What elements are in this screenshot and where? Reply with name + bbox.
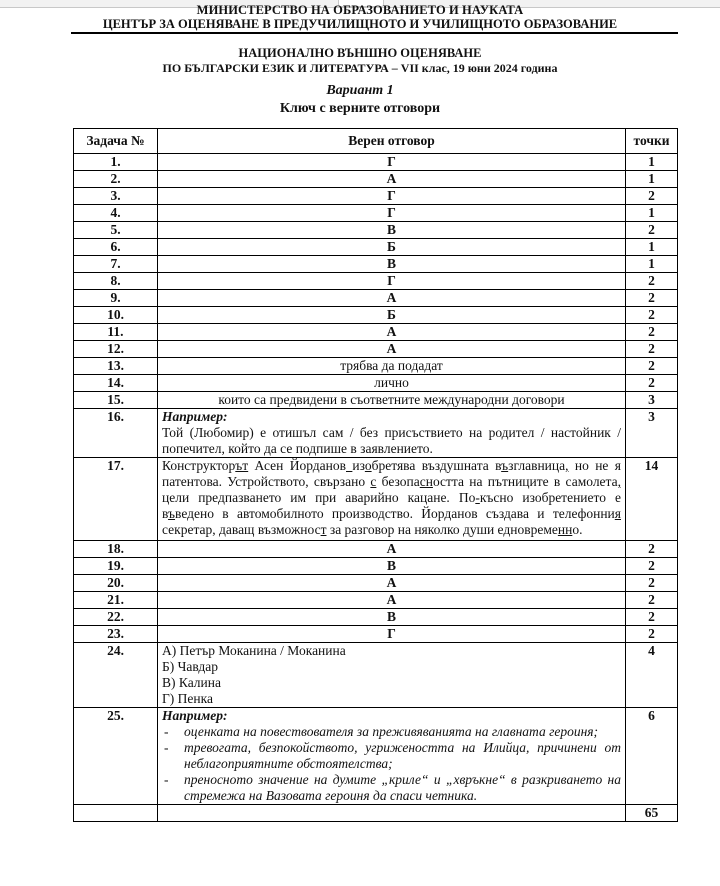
text-segment: ведено в автомобилното производство. Йорданов създава и телефонни [175,506,615,521]
answer-cell: А [158,575,626,592]
underlined-correction: сн [419,474,433,489]
answer-key-title: Ключ с верните отговори [279,101,441,116]
answer-cell [158,643,626,708]
answer-cell [158,458,626,541]
points-cell: 2 [626,341,678,358]
table-row [74,171,678,188]
example-label: Например: [162,708,228,723]
table-row [74,558,678,575]
total-empty-cell [158,805,626,822]
table-row [74,592,678,609]
variant-label: Вариант 1 [326,83,394,98]
text-segment: за разговор на няколко души едновреме [326,522,558,537]
text-segment: безопа [376,474,420,489]
text-segment: остта на пътниците в самолета [432,474,618,489]
answer-cell: Г [158,154,626,171]
answer-cell: трябва да подадат [158,358,626,375]
table-row [74,154,678,171]
text-segment: късно изобретението е в [162,490,621,521]
table-row [74,256,678,273]
points-cell: 1 [626,239,678,256]
points-cell: 2 [626,273,678,290]
task-number: 18. [74,541,158,558]
table-row [74,324,678,341]
answer-cell: А [158,290,626,307]
answer-list [162,724,621,804]
text-segment: зглавница [508,458,566,473]
points-cell: 3 [626,392,678,409]
points-cell: 2 [626,626,678,643]
answer-cell: които са предвидени в съответните международни договори [158,392,626,409]
points-cell: 2 [626,541,678,558]
answer-item: В) Калина [162,675,221,690]
table-row [74,239,678,256]
table-row [74,541,678,558]
table-row [74,575,678,592]
answer-cell: А [158,171,626,188]
table-row [74,273,678,290]
underlined-correction: с [370,474,377,489]
underlined-correction: ът [235,458,249,473]
task-number: 21. [74,592,158,609]
answer-cell: В [158,256,626,273]
underlined-correction: , [617,474,621,489]
answer-cell: Г [158,626,626,643]
answer-cell: А [158,341,626,358]
points-cell: 14 [626,458,678,541]
task-number: 23. [74,626,158,643]
task-number: 16. [74,409,158,458]
answer-cell: А [158,324,626,341]
answer-cell: А [158,541,626,558]
answer-cell [158,409,626,458]
task-number: 24. [74,643,158,708]
task-number: 12. [74,341,158,358]
column-header-task: Задача № [74,129,158,154]
underlined-correction: т [320,522,327,537]
answer-cell: В [158,558,626,575]
total-points: 65 [626,805,678,822]
text-segment: Асен Йорданов [248,458,346,473]
task-number: 8. [74,273,158,290]
task-number: 7. [74,256,158,273]
points-cell: 1 [626,154,678,171]
table-row [74,708,678,805]
task-number: 20. [74,575,158,592]
answer-cell: Б [158,307,626,324]
answer-cell: Г [158,273,626,290]
text-segment: цели пре [162,490,218,505]
points-cell: 2 [626,609,678,626]
points-cell: 1 [626,256,678,273]
task-number: 6. [74,239,158,256]
answer-cell: Б [158,239,626,256]
task-number: 2. [74,171,158,188]
answer-cell: Г [158,205,626,222]
underlined-correction: - [475,490,480,505]
underlined-correction: нн [557,522,573,537]
corrected-text [162,458,621,537]
answer-cell: А [158,592,626,609]
answer-key-table [73,128,678,822]
table-row [74,609,678,626]
answer-cell: В [158,609,626,626]
task-number: 4. [74,205,158,222]
points-cell: 2 [626,324,678,341]
underlined-correction: , [565,458,569,473]
underlined-correction: ъ [168,506,176,521]
task-number: 1. [74,154,158,171]
task-number: 10. [74,307,158,324]
points-cell: 1 [626,205,678,222]
table-row [74,290,678,307]
points-cell: 2 [626,375,678,392]
task-number: 15. [74,392,158,409]
task-number: 17. [74,458,158,541]
points-cell: 1 [626,171,678,188]
answer-bullet: - преносното значение на думите „криле“ и „хвръкне“ в разкриването на стремежа на Вазовата героиня да спаси четника. [162,772,621,804]
table-row [74,222,678,239]
table-row [74,188,678,205]
table-row [74,358,678,375]
answer-text: Той (Любомир) е отишъл сам / без присъствието на родител / настойник / попечител, който да се подпише в заявлението. [162,425,621,456]
exam-subtitle: ПО БЪЛГАРСКИ ЕЗИК И ЛИТЕРАТУРА – VII клас, 19 юни 2024 година [162,61,558,75]
task-number: 9. [74,290,158,307]
answer-cell [158,708,626,805]
points-cell: 3 [626,409,678,458]
table-row [74,458,678,541]
points-cell: 2 [626,358,678,375]
table-row [74,409,678,458]
task-number: 11. [74,324,158,341]
table-row [74,626,678,643]
underlined-correction: ъ [501,458,509,473]
column-header-points: точки [626,129,678,154]
task-number: 19. [74,558,158,575]
points-cell: 2 [626,575,678,592]
answer-cell: В [158,222,626,239]
table-row [74,341,678,358]
table-row [74,392,678,409]
task-number: 22. [74,609,158,626]
answer-item: Г) Пенка [162,691,213,706]
underlined-correction: я [614,506,621,521]
total-row [74,805,678,822]
text-segment: бретява въздушната в [371,458,502,473]
points-cell: 2 [626,592,678,609]
table-row [74,643,678,708]
answer-bullet: - тревогата, безпокойството, угрижеността на Илийца, причинени от неблагоприятните обстоятелства; [162,740,621,772]
answer-item: А) Петър Моканина / Моканина [162,643,346,658]
column-header-answer: Верен отговор [158,129,626,154]
center-header: ЦЕНТЪР ЗА ОЦЕНЯВАНЕ В ПРЕДУЧИЛИЩНОТО И УЧИЛИЩНОТО ОБРАЗОВАНИЕ [102,17,618,31]
text-segment: из [352,458,365,473]
answer-cell: Г [158,188,626,205]
table-row [74,375,678,392]
underlined-correction: о [364,458,372,473]
text-segment: пазването им при аварийно кацане. По [224,490,476,505]
points-cell: 4 [626,643,678,708]
points-cell: 6 [626,708,678,805]
exam-title: НАЦИОНАЛНО ВЪНШНО ОЦЕНЯВАНЕ [238,46,482,60]
task-number: 3. [74,188,158,205]
text-segment: о. [572,522,583,537]
answer-item: Б) Чавдар [162,659,219,674]
table-header-row [74,129,678,154]
total-empty-cell [74,805,158,822]
text-segment: Конструктор [162,458,236,473]
task-number: 13. [74,358,158,375]
text-segment: но не я патентова. Устройството, свързано [162,458,621,489]
task-number: 5. [74,222,158,239]
table-row [74,307,678,324]
underlined-correction: д [217,490,225,505]
text-segment: секретар, даващ възможнос [162,522,321,537]
example-label: Например: [162,409,228,424]
answer-cell: лично [158,375,626,392]
points-cell: 2 [626,188,678,205]
header-divider [71,32,678,34]
ministry-header: МИНИСТЕРСТВО НА ОБРАЗОВАНИЕТО И НАУКАТА [196,3,524,17]
table-row [74,205,678,222]
task-number: 25. [74,708,158,805]
points-cell: 2 [626,222,678,239]
points-cell: 2 [626,558,678,575]
task-number: 14. [74,375,158,392]
points-cell: 2 [626,290,678,307]
answer-bullet: - оценката на повествователя за преживяванията на главната героиня; [162,724,621,740]
points-cell: 2 [626,307,678,324]
